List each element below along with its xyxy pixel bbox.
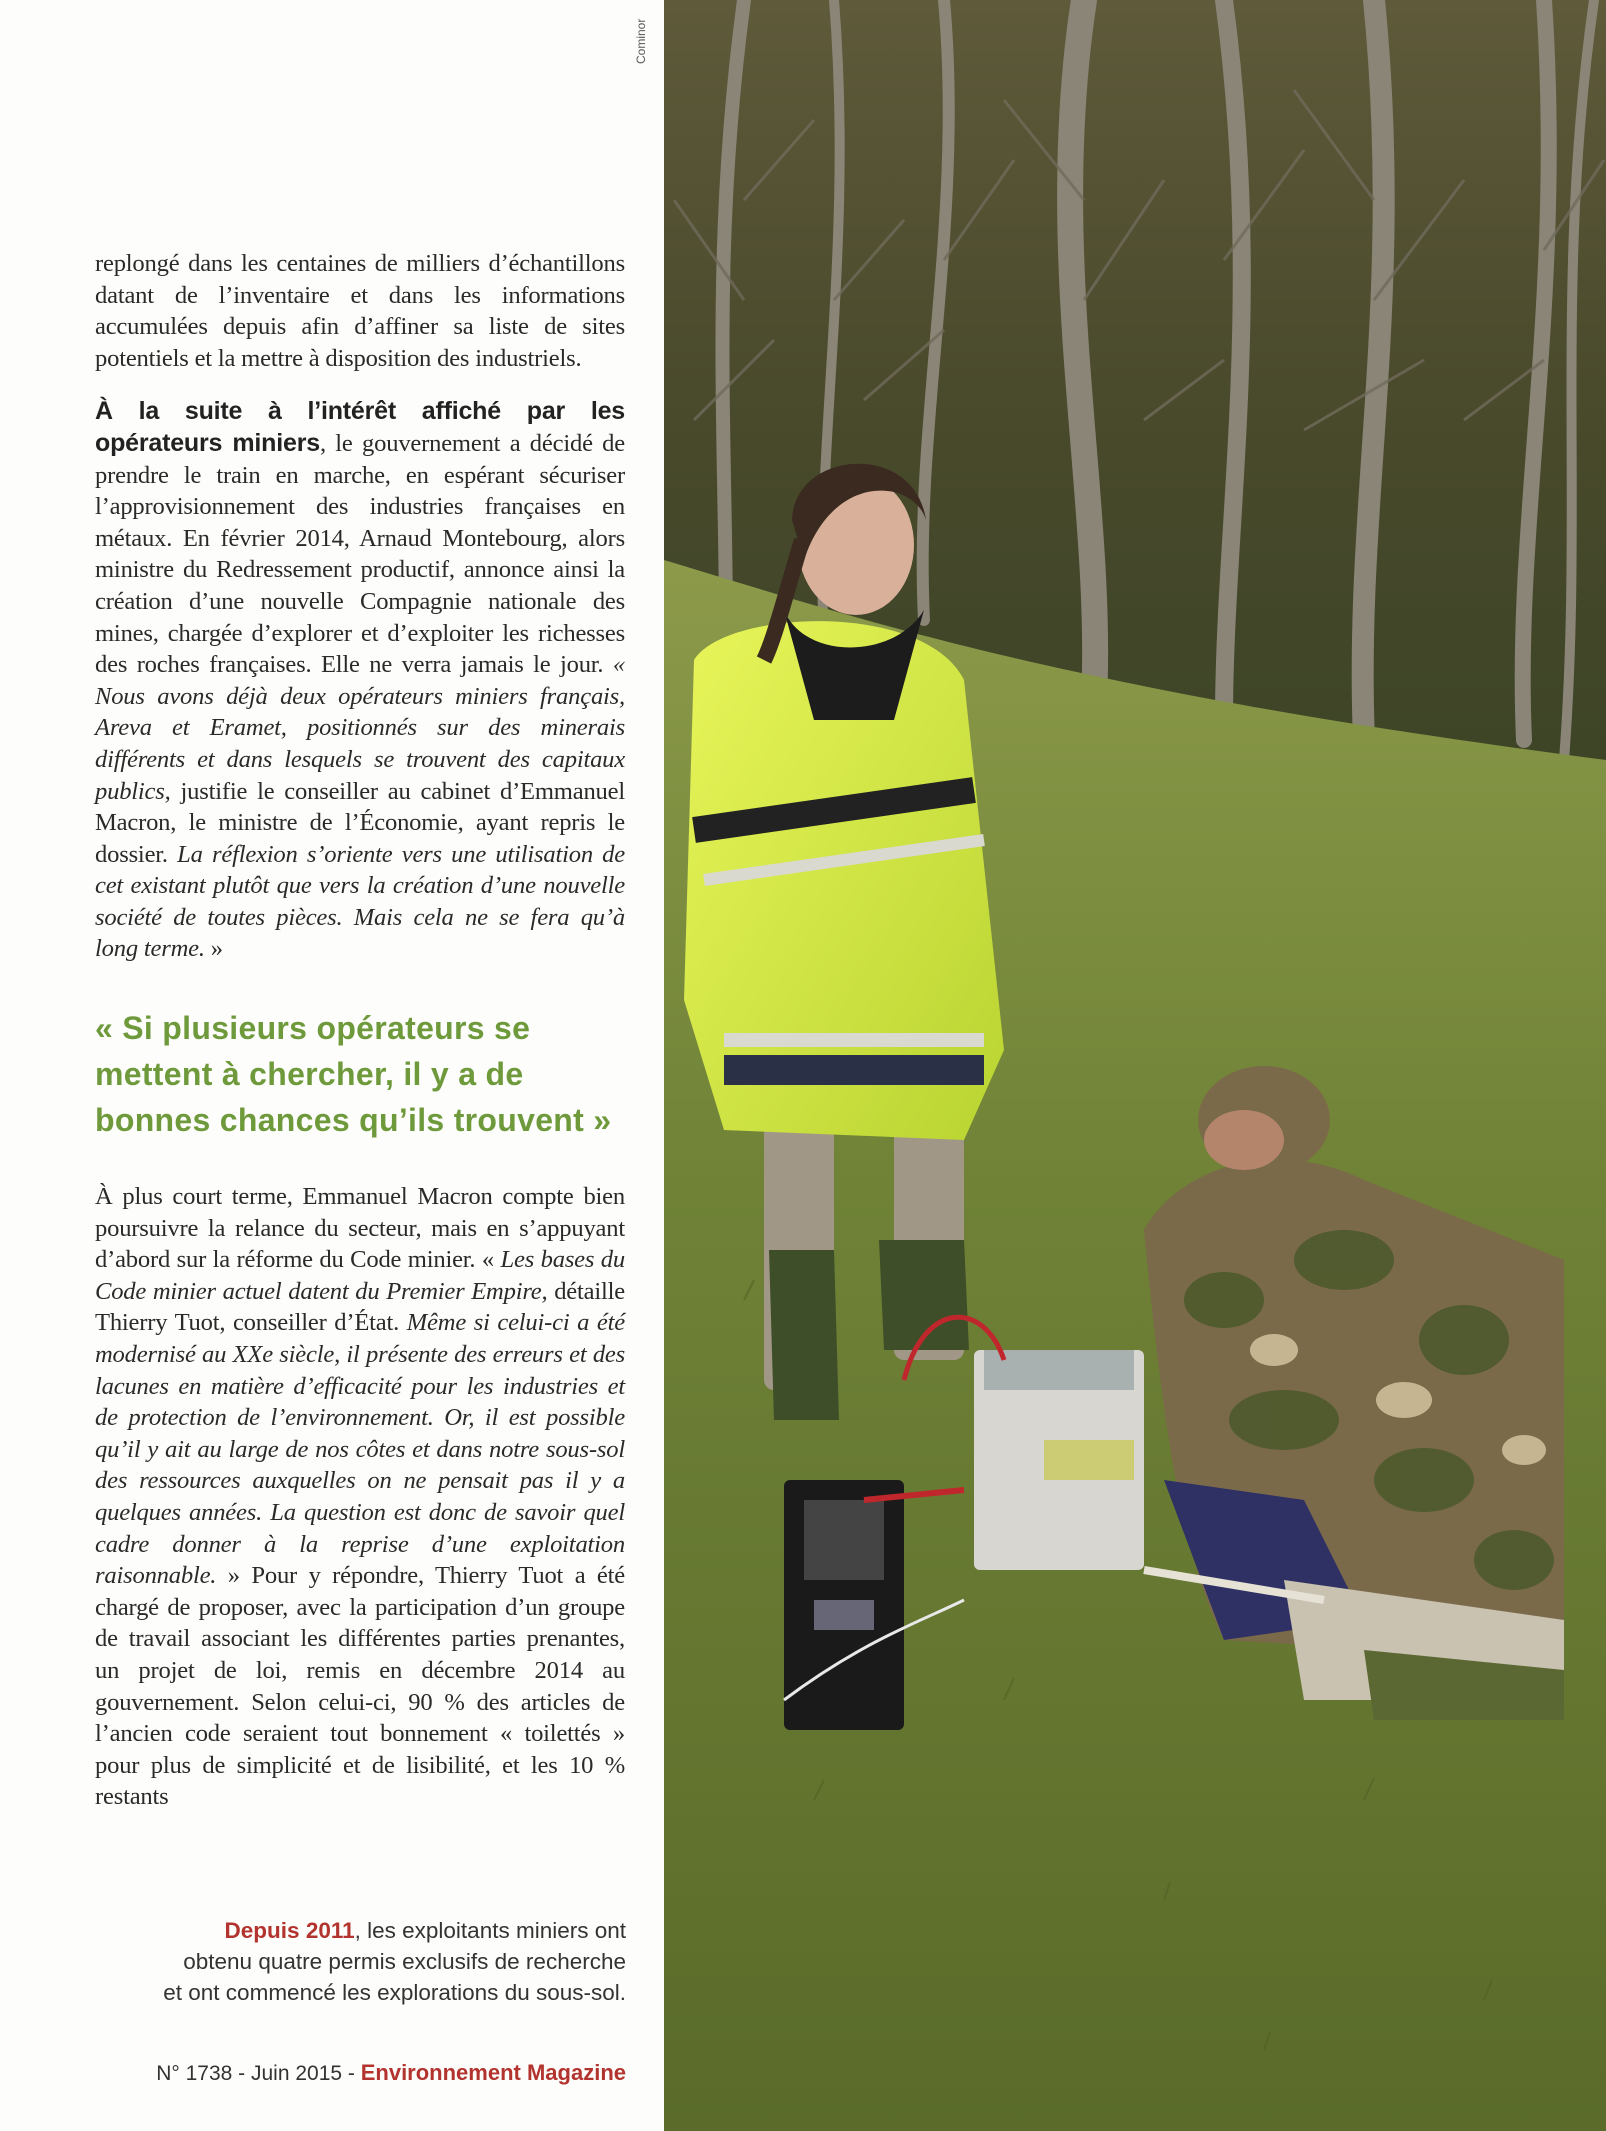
paragraph-code-text-a: À plus court terme, Emmanuel Macron compte bien poursuivre la relance du secteur, mais en s’appuyant d’abord sur la réforme du Code minier. « (95, 1183, 625, 1274)
quote-code-detail: Même si celui-ci a été modernisé au XXe siècle, il présente des erreurs et des lacunes en matière d’efficacité pour les industries et de protection de l’environnement. Or, il est possible qu’il y ait au large de nos côtes et dans notre sous-sol des ressources auxquelles on ne pensait pas il y a quelques années. La question est donc de savoir quel cadre donner à la reprise d’une exploitation raisonnable. (95, 1309, 625, 1590)
caption-highlight: Depuis 2011 (224, 1918, 355, 1943)
caption-text: , les exploitants miniers ont obtenu quatre permis exclusifs de recherche et ont commencé les explorations du sous-sol. (163, 1918, 626, 2005)
paragraph-code-text-b: détaille Thierry Tuot, conseiller d’État. (95, 1277, 625, 1337)
quote-code-bases: Les bases du Code minier actuel datent du Premier Empire, (95, 1246, 625, 1305)
paragraph-government-text-c: » (204, 935, 223, 963)
paragraph-government (95, 396, 625, 965)
field-photo (664, 0, 1606, 2131)
paragraph-intro-text: replongé dans les centaines de milliers d’échantillons datant de l’inventaire et dans les informations accumulées depuis afin d’affiner sa liste de sites potentiels et la mettre à disposition des industriels. (95, 250, 625, 372)
field-photo-illustration (664, 0, 1606, 2131)
photo-credit: Cominor (634, 18, 648, 64)
pull-quote: « Si plusieurs opérateurs se mettent à chercher, il y a de bonnes chances qu’ils trouvent » (95, 1010, 612, 1139)
paragraph-intro (95, 248, 625, 374)
page-footer (110, 2060, 626, 2086)
footer-issue: N° 1738 - Juin 2015 - (156, 2062, 361, 2085)
paragraph-government-text-b: justifie le conseiller au cabinet d’Emmanuel Macron, le ministre de l’Économie, ayant repris le dossier. (95, 777, 625, 868)
paragraph-lead-in: À la suite à l’intérêt affiché par les opérateurs miniers (95, 397, 625, 457)
quote-operateurs: « Nous avons déjà deux opérateurs miniers français, Areva et Eramet, positionnés sur des minerais différents et dans lesquels se trouvent des capitaux publics, (95, 651, 625, 805)
quote-reflexion: La réflexion s’oriente vers une utilisation de cet existant plutôt que vers la création d’une nouvelle société de toutes pièces. Mais cela ne se fera qu’à long terme. (95, 840, 625, 963)
photo-caption (160, 1915, 626, 2008)
footer-magazine-name: Environnement Magazine (360, 2060, 626, 2085)
article-text-column (95, 248, 625, 1813)
paragraph-code-minier (95, 1181, 625, 1813)
paragraph-code-text-c: » Pour y répondre, Thierry Tuot a été chargé de proposer, avec la participation d’un groupe de travail associant les différentes parties prenantes, un projet de loi, remis en décembre 2014 au gouvernement. Selon celui-ci, 90 % des articles de l’ancien code seraient tout bonnement « toilettés » pour plus de simplicité et de lisibilité, et les 10 % restants (95, 1562, 625, 1811)
paragraph-government-text-a: , le gouvernement a décidé de prendre le train en marche, en espérant sécuriser l’approvisionnement des industries françaises en métaux. En février 2014, Arnaud Montebourg, alors ministre du Redressement productif, annonce ainsi la création d’une nouvelle Compagnie nationale des mines, chargée d’explorer et d’exploiter les richesses des roches françaises. Elle ne verra jamais le jour. (95, 429, 625, 679)
